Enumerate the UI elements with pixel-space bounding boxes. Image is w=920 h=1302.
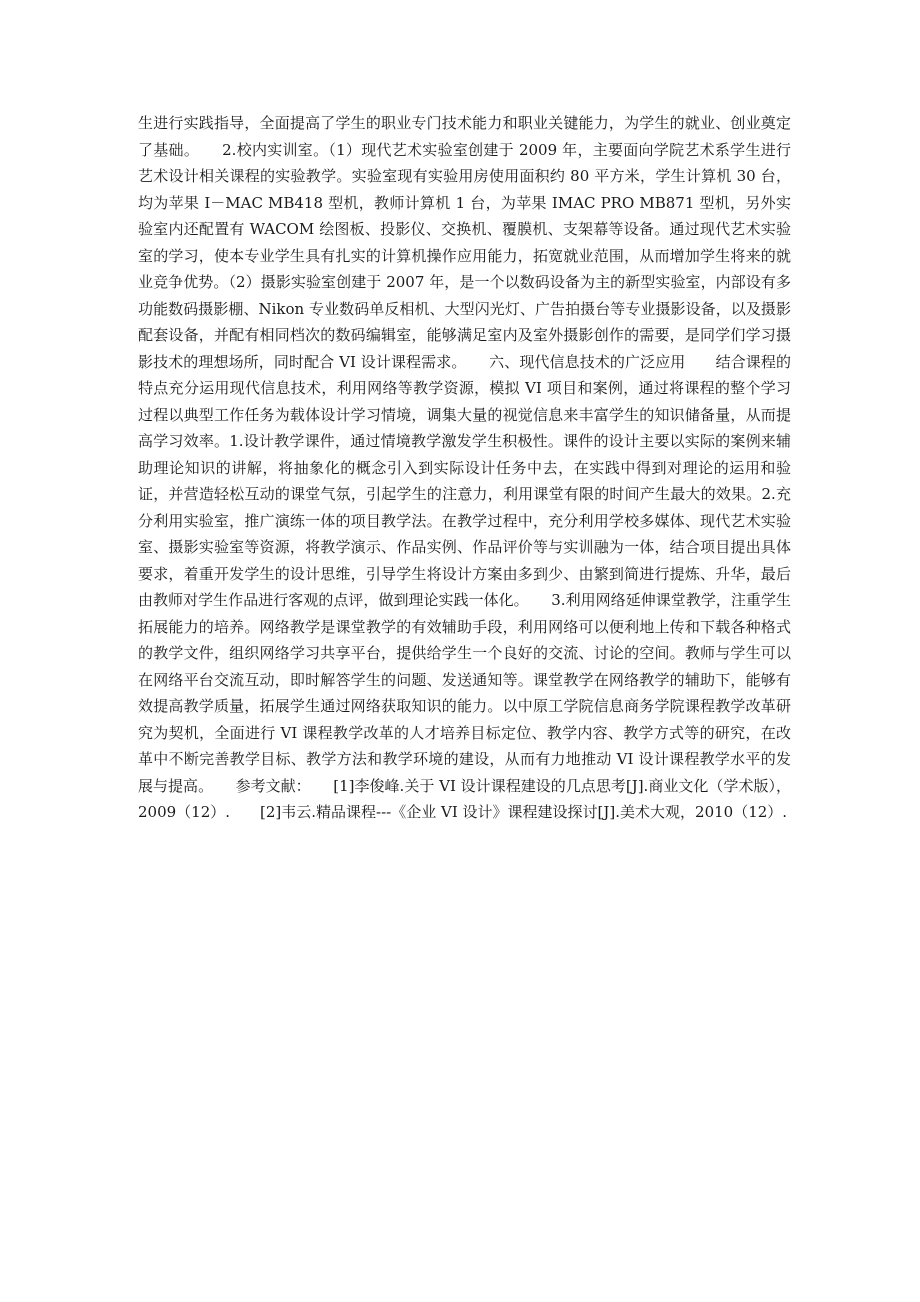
document-page (138, 110, 791, 826)
body-paragraph: 生进行实践指导，全面提高了学生的职业专门技术能力和职业关键能力，为学生的就业、创业奠定了基础。 2.校内实训室。（1）现代艺术实验室创建于 2009 年，主要面向学院艺术系学生进行艺术设计相关课程的实验教学。实验室现有实验用房使用面积约 80 平方米，学生计算机 30 台，均为苹果 I－MAC MB418 型机，教师计算机 1 台，为苹果 IMAC PRO MB871 型机，另外实验室内还配置有 WACOM 绘图板、投影仪、交换机、覆膜机、支架幕等设备。通过现代艺术实验室的学习，使本专业学生具有扎实的计算机操作应用能力，拓宽就业范围，从而增加学生将来的就业竞争优势。（2）摄影实验室创建于 2007 年，是一个以数码设备为主的新型实验室，内部设有多功能数码摄影棚、Nikon 专业数码单反相机、大型闪光灯、广告拍摄台等专业摄影设备，以及摄影配套设备，并配有相同档次的数码编辑室，能够满足室内及室外摄影创作的需要，是同学们学习摄影技术的理想场所，同时配合 VI 设计课程需求。 六、现代信息技术的广泛应用 结合课程的特点充分运用现代信息技术，利用网络等教学资源，模拟 VI 项目和案例，通过将课程的整个学习过程以典型工作任务为载体设计学习情境，调集大量的视觉信息来丰富学生的知识储备量，从而提高学习效率。1.设计教学课件，通过情境教学激发学生积极性。课件的设计主要以实际的案例来辅助理论知识的讲解，将抽象化的概念引入到实际设计任务中去，在实践中得到对理论的运用和验证，并营造轻松互动的课堂气氛，引起学生的注意力，利用课堂有限的时间产生最大的效果。2.充分利用实验室，推广演练一体的项目教学法。在教学过程中，充分利用学校多媒体、现代艺术实验室、摄影实验室等资源，将教学演示、作品实例、作品评价等与实训融为一体，结合项目提出具体要求，着重开发学生的设计思维，引导学生将设计方案由多到少、由繁到简进行提炼、升华，最后由教师对学生作品进行客观的点评，做到理论实践一体化。 3.利用网络延伸课堂教学，注重学生拓展能力的培养。网络教学是课堂教学的有效辅助手段，利用网络可以便利地上传和下载各种格式的教学文件，组织网络学习共享平台，提供给学生一个良好的交流、讨论的空间。教师与学生可以在网络平台交流互动，即时解答学生的问题、发送通知等。课堂教学在网络教学的辅助下，能够有效提高教学质量，拓展学生通过网络获取知识的能力。以中原工学院信息商务学院课程教学改革研究为契机，全面进行 VI 课程教学改革的人才培养目标定位、教学内容、教学方式等的研究，在改革中不断完善教学目标、教学方法和教学环境的建设，从而有力地推动 VI 设计课程教学水平的发展与提高。 参考文献： [1]李俊峰.关于 VI 设计课程建设的几点思考[J].商业文化（学术版），2009（12）. [2]韦云.精品课程---《企业 VI 设计》课程建设探讨[J].美术大观，2010（12）. (138, 114, 791, 821)
